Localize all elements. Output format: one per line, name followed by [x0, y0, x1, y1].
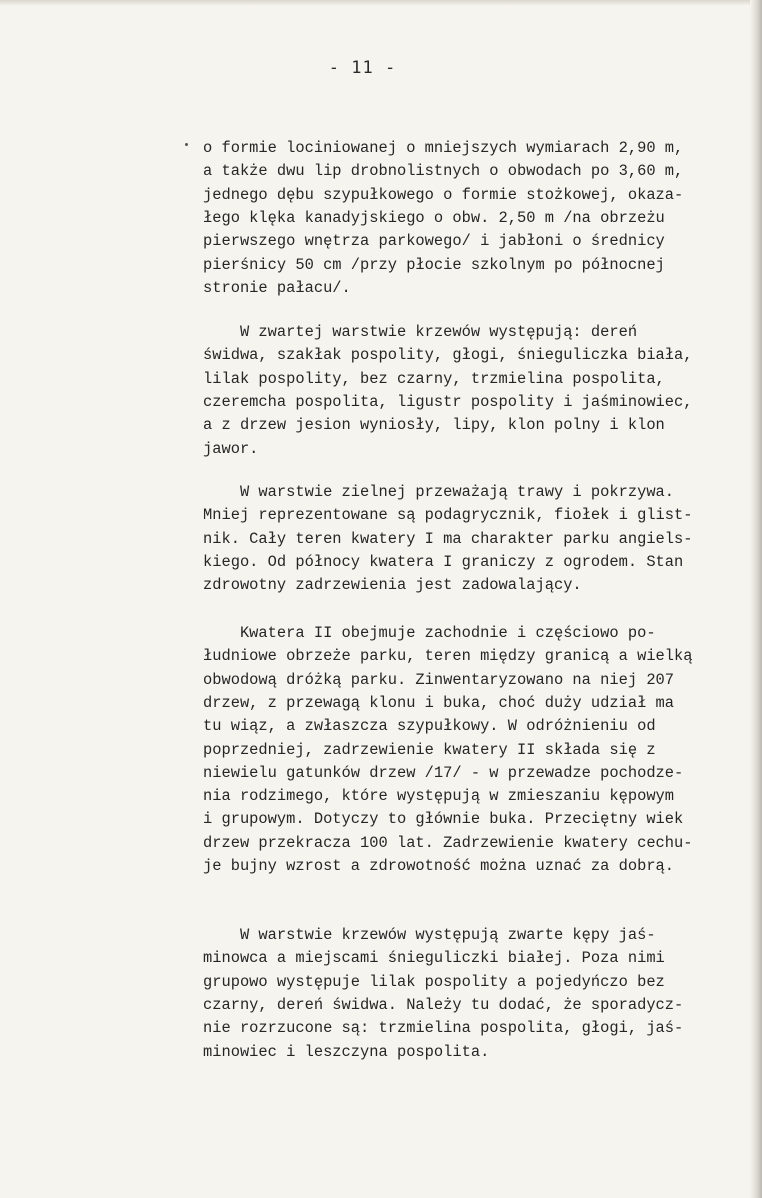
- page-top-edge: [0, 0, 762, 6]
- text-line: świdwa, szakłak pospolity, głogi, śnieguliczka biała,: [203, 346, 693, 365]
- text-line: jawor.: [203, 439, 259, 458]
- text-line: pierśnicy 50 cm /przy płocie szkolnym po północnej: [203, 255, 665, 274]
- page-number: - 11 -: [328, 58, 397, 78]
- text-line: niewielu gatunków drzew /17/ - w przewadze pochodze-: [203, 763, 684, 782]
- text-line: drzew przekracza 100 lat. Zadrzewienie kwatery cechu-: [203, 833, 693, 852]
- text-line: W zwartej warstwie krzewów występują: dereń: [203, 323, 638, 341]
- text-line: zdrowotny zadrzewienia jest zadowalający.: [203, 576, 582, 595]
- text-line: Kwatera II obejmuje zachodnie i częściowo po-: [203, 624, 656, 642]
- text-line: drzew, z przewagą klonu i buka, choć duży udział ma: [203, 693, 675, 712]
- text-line: a także dwu lip drobnolistnych o obwodach po 3,60 m,: [203, 162, 684, 181]
- text-line: minowiec i leszczyna pospolita.: [203, 1042, 490, 1061]
- text-line: łego klęka kanadyjskiego o obw. 2,50 m /na obrzeżu: [203, 208, 665, 227]
- text-line: minowca a miejscami śnieguliczki białej. Poza nimi: [203, 949, 665, 968]
- text-line: W warstwie krzewów występują zwarte kępy jaś-: [203, 926, 656, 944]
- text-line: W warstwie zielnej przeważają trawy i pokrzywa.: [203, 483, 675, 501]
- text-line: łudniowe obrzeże parku, teren między granicą a wielką: [203, 647, 693, 666]
- text-line: je bujny wzrost a zdrowotność można uznać za dobrą.: [203, 857, 675, 875]
- text-line: nie rozrzucone są: trzmielina pospolita, głogi, jaś-: [203, 1019, 684, 1038]
- text-line: czeremcha pospolita, ligustr pospolity i jaśminowiec,: [203, 392, 693, 411]
- ink-dot: [185, 143, 188, 146]
- text-line: Mniej reprezentowane są podagrycznik, fiołek i glist-: [203, 506, 693, 525]
- text-line: a z drzew jesion wyniosły, lipy, klon polny i klon: [203, 416, 665, 435]
- text-line: poprzedniej, zadrzewienie kwatery II składa się z: [203, 740, 656, 759]
- text-line: kiego. Od północy kwatera I graniczy z ogrodem. Stan: [203, 552, 684, 571]
- text-line: lilak pospolity, bez czarny, trzmielina pospolita,: [203, 369, 665, 388]
- text-line: pierwszego wnętrza parkowego/ i jabłoni o średnicy: [203, 232, 665, 251]
- text-line: grupowo występuje lilak pospolity a pojedyńczo bez: [203, 972, 665, 991]
- text-line: obwodową dróżką parku. Zinwentaryzowano na niej 207: [203, 670, 675, 689]
- text-line: czarny, dereń świdwa. Należy tu dodać, że sporadycz-: [203, 995, 684, 1014]
- text-line: tu wiąz, a zwłaszcza szypułkowy. W odróżnieniu od: [203, 717, 656, 736]
- text-line: nia rodzimego, które występują w zmieszaniu kępowym: [203, 787, 675, 806]
- text-line: nik. Cały teren kwatery I ma charakter parku angiels-: [203, 529, 693, 548]
- text-line: jednego dębu szypułkowego o formie stożkowej, okaza-: [203, 185, 684, 204]
- page-right-edge: [750, 0, 762, 1198]
- text-line: i grupowym. Dotyczy to głównie buka. Przeciętny wiek: [203, 810, 684, 829]
- text-line: o formie lociniowanej o mniejszych wymiarach 2,90 m,: [203, 139, 684, 157]
- text-line: stronie pałacu/.: [203, 278, 351, 297]
